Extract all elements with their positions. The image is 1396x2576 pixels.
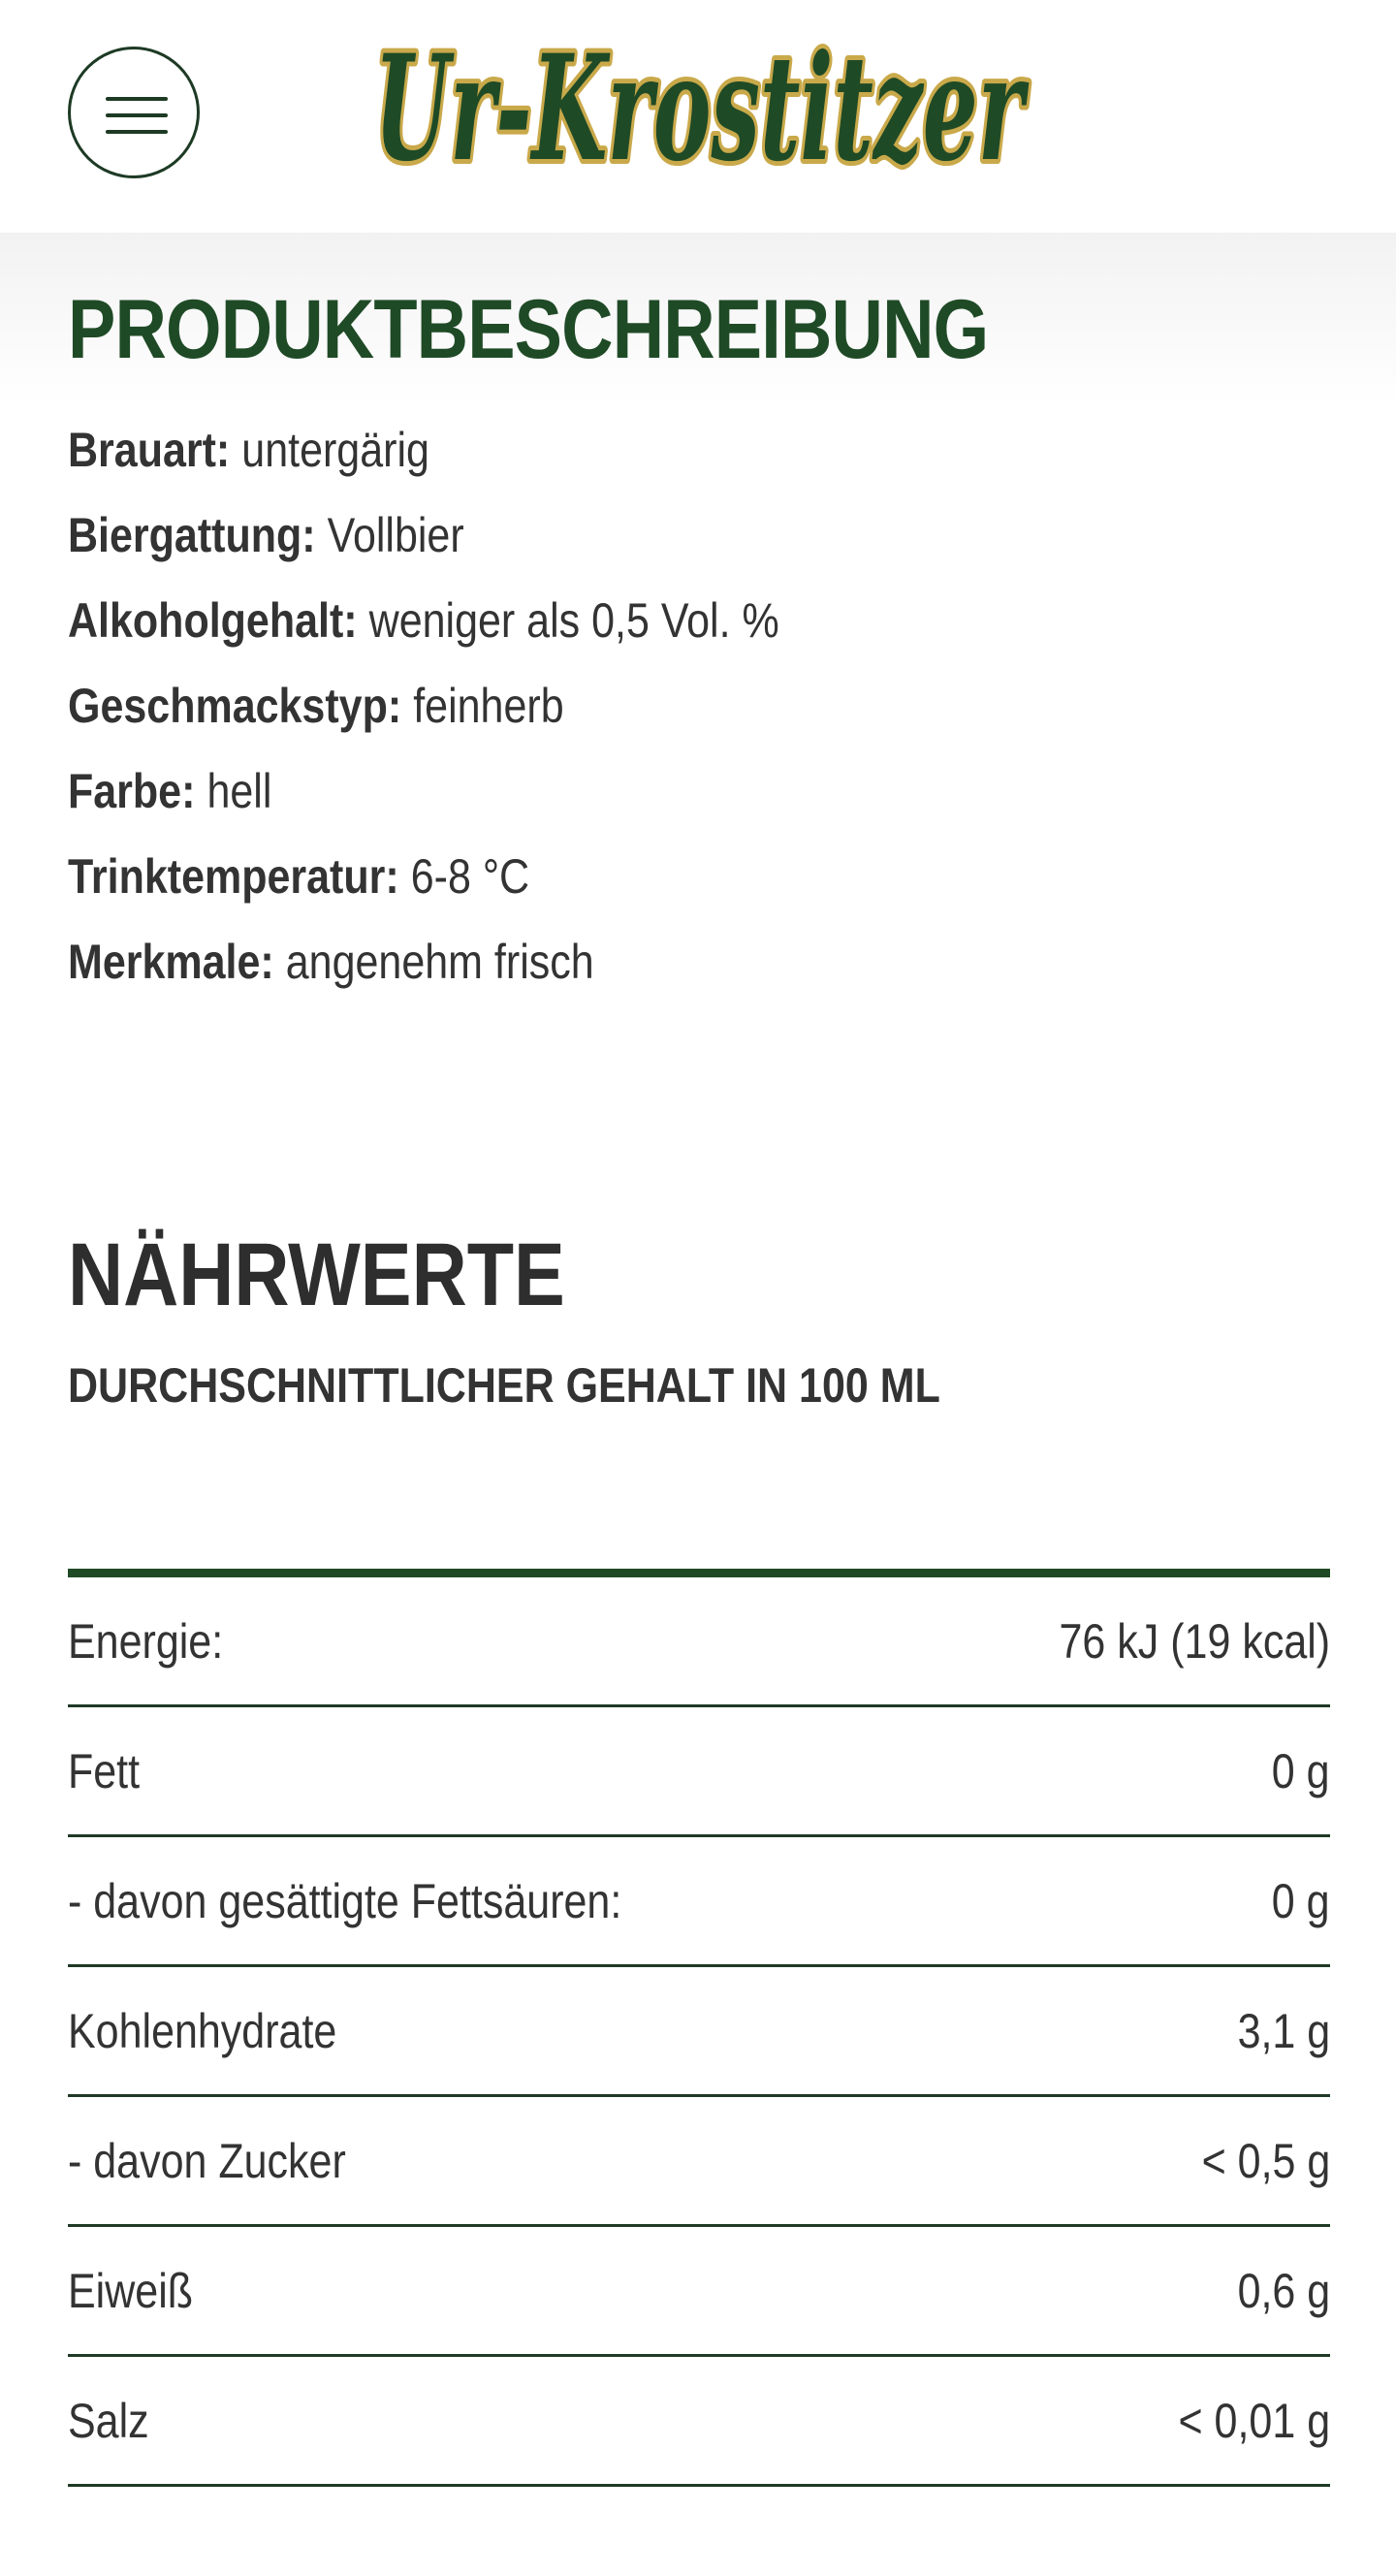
nutrition-value: 0 g	[1272, 1743, 1330, 1798]
nutrition-section	[68, 1222, 1330, 1419]
product-attribute-label: Brauart:	[68, 423, 231, 477]
product-attribute-label: Merkmale:	[68, 935, 274, 989]
product-attribute-value: weniger als 0,5 Vol. %	[368, 593, 779, 648]
product-description-title: PRODUKTBESCHREIBUNG	[68, 283, 989, 376]
product-attribute-label: Alkoholgehalt:	[68, 593, 358, 648]
product-attribute-label: Trinktemperatur:	[68, 849, 399, 904]
brand-logo-text: Ur-Krostitzer	[374, 23, 1030, 194]
product-attribute-row	[68, 407, 1154, 493]
product-attribute-value: untergärig	[241, 423, 429, 477]
product-attribute-value: feinherb	[413, 679, 564, 733]
brand-logo-graphic	[365, 14, 1033, 207]
hamburger-icon	[106, 97, 168, 101]
nutrition-table	[68, 1569, 1330, 2487]
product-attribute-row	[68, 834, 1154, 919]
nutrition-name: - davon Zucker	[68, 2133, 346, 2188]
nutrition-row	[68, 1837, 1330, 1967]
nutrition-name: Fett	[68, 1743, 141, 1798]
product-description-section	[68, 281, 1330, 1004]
site-header	[0, 0, 1396, 233]
product-attribute-row	[68, 748, 1154, 834]
nutrition-value: < 0,5 g	[1201, 2133, 1330, 2188]
product-description-list	[68, 407, 1330, 1004]
product-attribute-label: Geschmackstyp:	[68, 679, 402, 733]
product-attribute-row	[68, 919, 1154, 1004]
product-attribute-value: Vollbier	[327, 508, 464, 562]
nutrition-name: Energie:	[68, 1613, 224, 1669]
nutrition-value: < 0,01 g	[1178, 2393, 1330, 2448]
brand-logo[interactable]	[365, 14, 1033, 207]
menu-button[interactable]	[68, 47, 200, 178]
product-attribute-value: 6-8 °C	[410, 849, 530, 904]
nutrition-row	[68, 1707, 1330, 1837]
nutrition-name: Salz	[68, 2393, 149, 2448]
brand-logo-outline: Ur-Krostitzer	[374, 23, 1030, 194]
product-attribute-row	[68, 663, 1154, 748]
nutrition-row	[68, 1577, 1330, 1707]
nutrition-value: 3,1 g	[1237, 2003, 1330, 2058]
nutrition-row	[68, 2097, 1330, 2227]
product-attribute-value: hell	[206, 764, 272, 818]
product-attribute-label: Farbe:	[68, 764, 196, 818]
product-attribute-value: angenehm frisch	[285, 935, 594, 989]
nutrition-subtitle: DURCHSCHNITTLICHER GEHALT IN 100 ML	[68, 1358, 940, 1413]
product-attribute-row	[68, 578, 1154, 663]
nutrition-value: 0 g	[1272, 1873, 1330, 1928]
product-attribute-row	[68, 493, 1154, 578]
nutrition-value: 76 kJ (19 kcal)	[1059, 1613, 1330, 1669]
nutrition-name: - davon gesättigte Fettsäuren:	[68, 1873, 622, 1928]
nutrition-row	[68, 2227, 1330, 2357]
hamburger-icon-bar	[106, 130, 168, 134]
nutrition-value: 0,6 g	[1237, 2263, 1330, 2318]
nutrition-name: Kohlenhydrate	[68, 2003, 337, 2058]
hamburger-icon-bar	[106, 113, 168, 117]
nutrition-row	[68, 2357, 1330, 2487]
nutrition-row	[68, 1967, 1330, 2097]
product-attribute-label: Biergattung:	[68, 508, 316, 562]
nutrition-name: Eiweiß	[68, 2263, 194, 2318]
nutrition-title: NÄHRWERTE	[68, 1225, 565, 1324]
